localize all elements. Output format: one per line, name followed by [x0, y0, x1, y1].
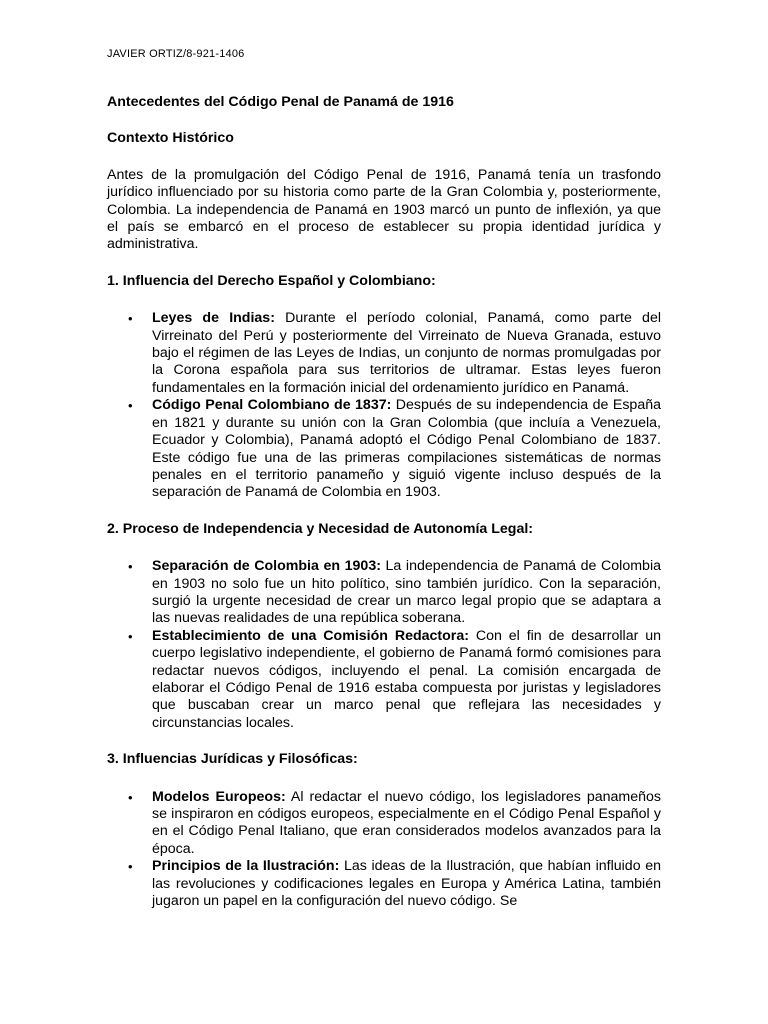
list-item: [152, 397, 661, 501]
list-item-text: La independencia de Panamá de Colombia en 1903 no solo fue un hito político, sino también jurídico. Con la separación, surgió la urgente necesidad de crear un marco legal propio que se adaptara a las nuevas realidades de una república soberana.: [152, 558, 661, 627]
list-item-text: Las ideas de la Ilustración, que habían influido en las revoluciones y codificaciones legales en Europa y América Latina, también jugaron un papel en la configuración del nuevo código. Se: [152, 858, 661, 910]
section-heading-2: 2. Proceso de Independencia y Necesidad de Autonomía Legal:: [107, 520, 533, 537]
list-item: [152, 628, 661, 732]
list-item-text: Con el fin de desarrollar un cuerpo legislativo independiente, el gobierno de Panamá formó comisiones para redactar nuevos códigos, incluyendo el penal. La comisión encargada de elaborar el Código Penal de 1916 estaba compuesta por juristas y legisladores que buscaban crear un marco penal que reflejara las necesidades y circunstancias locales.: [152, 627, 661, 731]
list-item: [152, 858, 661, 910]
list-item-term: Modelos Europeos:: [152, 788, 286, 805]
section-1-list: [107, 310, 661, 501]
list-item-text: Al redactar el nuevo código, los legisladores panameños se inspiraron en códigos europeos, especialmente en el Código Penal Español y en el Código Penal Italiano, que eran considerados modelos avanzados para la época.: [152, 788, 661, 857]
author-header: JAVIER ORTIZ/8-921-1406: [107, 48, 245, 60]
list-item-text: Después de su independencia de España en 1821 y durante su unión con la Gran Colombia (que incluía a Venezuela, Ecuador y Colombia), Panamá adoptó el Código Penal Colombiano de 1837. Este código fue una de las primeras compilaciones sistemáticas de normas penales en el territorio panameño y siguió vigente incluso después de la separación de Panamá de Colombia en 1903.: [152, 397, 661, 501]
list-item: [152, 310, 661, 397]
list-item-term: Principios de la Ilustración:: [152, 858, 340, 875]
intro-paragraph: Antes de la promulgación del Código Penal de 1916, Panamá tenía un trasfondo jurídico influenciado por su historia como parte de la Gran Colombia y, posteriormente, Colombia. La independencia de Panamá en 1903 marcó un punto de inflexión, ya que el país se embarcó en el proceso de establecer su propia identidad jurídica y administrativa.: [107, 166, 661, 253]
list-item-text: Durante el período colonial, Panamá, como parte del Virreinato del Perú y posteriormente del Virreinato de Nueva Granada, estuvo bajo el régimen de las Leyes de Indias, un conjunto de normas promulgadas por la Corona española para sus territorios de ultramar. Estas leyes fueron fundamentales en la formación inicial del ordenamiento jurídico en Panamá.: [152, 310, 661, 396]
list-item-term: Establecimiento de una Comisión Redactora:: [152, 627, 469, 644]
section-heading-3: 3. Influencias Jurídicas y Filosóficas:: [107, 751, 358, 768]
section-subtitle: Contexto Histórico: [107, 130, 234, 147]
list-item-term: Código Penal Colombiano de 1837:: [152, 397, 392, 414]
section-heading-1: 1. Influencia del Derecho Español y Colombiano:: [107, 272, 436, 289]
list-item-term: Separación de Colombia en 1903:: [152, 558, 381, 575]
section-2-list: [107, 558, 661, 732]
list-item: [152, 789, 661, 859]
list-item-term: Leyes de Indias:: [152, 310, 275, 327]
section-3-list: [107, 789, 661, 911]
document-title: Antecedentes del Código Penal de Panamá de 1916: [107, 94, 454, 110]
document-body: [107, 94, 661, 929]
list-item: [152, 558, 661, 628]
